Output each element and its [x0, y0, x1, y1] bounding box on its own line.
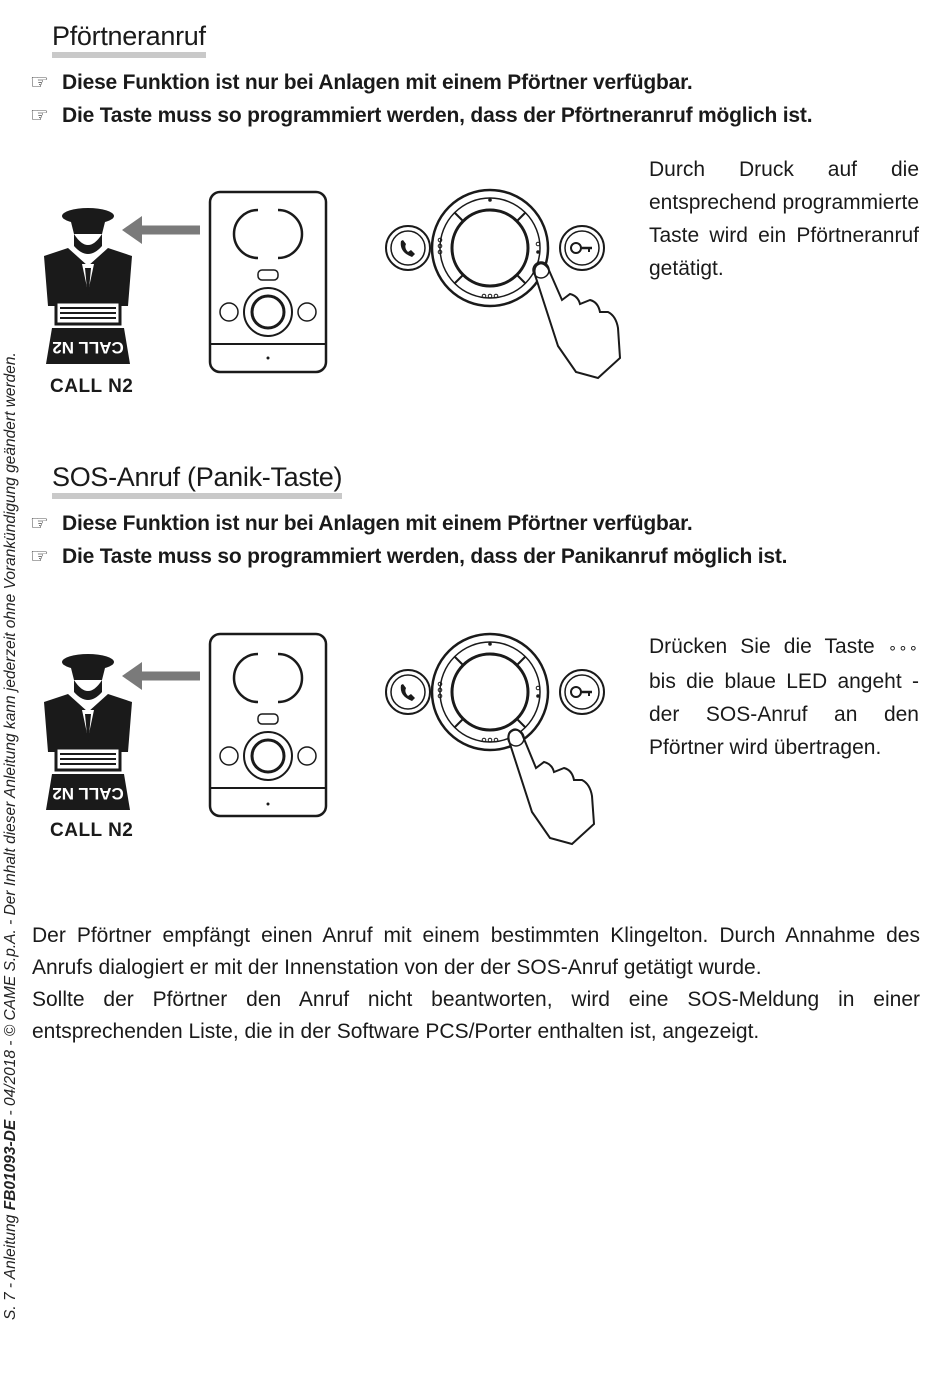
porter-icon: [44, 654, 132, 810]
bullet-text: Die Taste muss so programmiert werden, dass der Panikanruf möglich ist.: [62, 545, 788, 568]
section1-title: Pförtneranruf: [52, 22, 206, 58]
body-paragraph-1: Der Pförtner empfängt einen Anruf mit einem bestimmten Klingelton. Durch Annahme des Anrufs dialogiert er mit der Innenstation von der der SOS-Anruf getätigt wurde.: [32, 924, 920, 979]
button-panel-zoom: [386, 634, 604, 844]
arrow-left-icon: [122, 216, 200, 244]
sos-dots-icon: ∘∘∘: [887, 640, 919, 657]
list-item: [30, 540, 787, 573]
svg-text:CALL N2: CALL N2: [52, 784, 124, 803]
description-text: Drücken Sie die Taste: [649, 635, 888, 658]
porter-icon: [44, 208, 132, 364]
side-note-suffix: - 04/2018 - © CAME S.p.A. - Der Inhalt dieser Anleitung kann jederzeit ohne Vorankündigung geändert werden.: [2, 352, 19, 1120]
side-note-prefix: S. 7 - Anleitung: [2, 1210, 19, 1320]
bullet-text: Die Taste muss so programmiert werden, dass der Pförtneranruf möglich ist.: [62, 104, 813, 127]
section2-illustration: [30, 628, 630, 848]
side-note: [2, 352, 20, 1320]
section1-illustration: [30, 182, 630, 382]
doc-code: FB01093-DE: [2, 1119, 19, 1211]
body-paragraph-2: Sollte der Pförtner den Anruf nicht beantworten, wird eine SOS-Meldung in einer entsprechenden Liste, die in der Software PCS/Porter enthalten ist, angezeigt.: [32, 988, 920, 1043]
intercom-device: [210, 634, 326, 816]
list-item: [30, 507, 787, 540]
button-panel-zoom: [386, 190, 620, 378]
section2-description: [649, 630, 919, 764]
section1-description: Durch Druck auf die entsprechend programmierte Taste wird ein Pförtneranruf getätigt.: [649, 158, 919, 280]
svg-text:CALL N2: CALL N2: [52, 338, 124, 357]
bullet-text: Diese Funktion ist nur bei Anlagen mit einem Pförtner verfügbar.: [62, 71, 693, 94]
pointing-hand-icon: ☞: [30, 545, 49, 568]
pointing-hand-icon: ☞: [30, 71, 49, 94]
section2-title: SOS-Anruf (Panik-Taste): [52, 463, 342, 499]
list-item: [30, 66, 812, 99]
finger-press-icon: [508, 729, 594, 844]
list-item: [30, 99, 812, 132]
intercom-device: [210, 192, 326, 372]
section2-bullets: [30, 507, 787, 573]
bullet-text: Diese Funktion ist nur bei Anlagen mit einem Pförtner verfügbar.: [62, 512, 693, 535]
section2-call-label: CALL N2: [50, 820, 134, 841]
section1-call-label: CALL N2: [50, 376, 134, 397]
finger-press-icon: [533, 262, 620, 378]
pointing-hand-icon: ☞: [30, 104, 49, 127]
arrow-left-icon: [122, 662, 200, 690]
pointing-hand-icon: ☞: [30, 512, 49, 535]
description-text: bis die blaue LED angeht - der SOS-Anruf an den Pförtner wird übertragen.: [649, 670, 919, 759]
section1-bullets: [30, 66, 812, 132]
